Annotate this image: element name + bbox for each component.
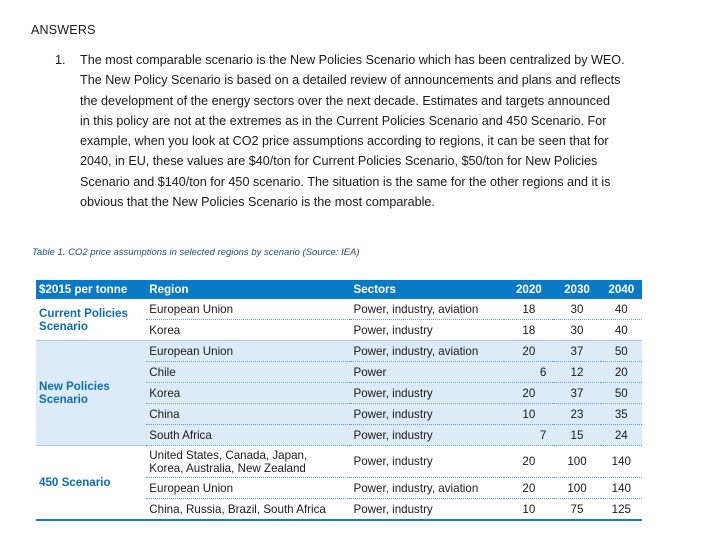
value-2030: 100 xyxy=(553,478,600,499)
answer-text xyxy=(80,50,655,212)
value-2030: 100 xyxy=(553,446,600,478)
answer-line: The most comparable scenario is the New Policies Scenario which has been centralized by WEO. xyxy=(80,53,625,67)
region-cell: South Africa xyxy=(146,425,350,446)
table-row xyxy=(36,446,642,478)
value-2030: 12 xyxy=(553,362,600,383)
answer-line: obvious that the New Policies Scenario is the most comparable. xyxy=(80,195,435,210)
sectors-cell: Power, industry xyxy=(350,383,504,404)
region-cell: China xyxy=(146,404,350,425)
header-sectors: Sectors xyxy=(350,280,504,299)
value-2030: 37 xyxy=(553,383,600,404)
sectors-cell: Power, industry xyxy=(350,446,504,478)
answer-line: example, when you look at CO2 price assumptions according to regions, it can be seen that for xyxy=(80,134,609,149)
value-2040: 40 xyxy=(601,320,642,341)
table-header-row xyxy=(36,280,642,299)
answer-line: 2040, in EU, these values are $40/ton for Current Policies Scenario, $50/ton for New Policies xyxy=(80,154,598,169)
sectors-cell: Power, industry xyxy=(350,425,504,446)
value-2040: 35 xyxy=(601,404,642,425)
value-2040: 20 xyxy=(601,362,642,383)
value-2040: 125 xyxy=(601,499,642,521)
value-2040: 50 xyxy=(601,341,642,362)
value-2020: 20 xyxy=(504,341,553,362)
value-2020: 20 xyxy=(504,446,553,478)
region-line: United States, Canada, Japan, xyxy=(149,448,308,462)
value-2030: 15 xyxy=(553,425,600,446)
header-2040: 2040 xyxy=(601,280,642,299)
sectors-cell: Power, industry, aviation xyxy=(350,341,504,362)
answer-list xyxy=(55,50,655,212)
value-2040: 40 xyxy=(601,299,642,320)
scenario-label: Scenario xyxy=(39,393,88,406)
region-cell: Korea xyxy=(146,320,350,341)
header-scenario: $2015 per tonne xyxy=(36,280,146,299)
value-2020: 7 xyxy=(504,425,553,446)
value-2020: 18 xyxy=(504,299,553,320)
value-2030: 30 xyxy=(553,320,600,341)
region-cell: China, Russia, Brazil, South Africa xyxy=(146,499,350,521)
sectors-cell: Power xyxy=(350,362,504,383)
value-2020: 6 xyxy=(504,362,553,383)
answer-line: in this policy are not at the extremes as in the Current Policies Scenario and 450 Scenario. For xyxy=(80,113,607,128)
sectors-cell: Power, industry xyxy=(350,499,504,521)
scenario-new-policies xyxy=(36,341,146,446)
region-cell: European Union xyxy=(146,299,350,320)
region-line: Korea, Australia, New Zealand xyxy=(149,461,306,475)
value-2040: 140 xyxy=(601,478,642,499)
scenario-450 xyxy=(36,446,146,521)
section-heading: ANSWERS xyxy=(31,23,96,37)
value-2020: 10 xyxy=(504,499,553,521)
sectors-cell: Power, industry xyxy=(350,404,504,425)
answer-line: the development of the energy sectors over the next decade. Estimates and targets announced xyxy=(80,93,610,108)
sectors-cell: Power, industry, aviation xyxy=(350,478,504,499)
value-2040: 140 xyxy=(601,446,642,478)
region-cell: European Union xyxy=(146,341,350,362)
scenario-label: New Policies xyxy=(39,380,110,393)
table-row xyxy=(36,299,642,320)
answer-line: Scenario and $140/ton for 450 scenario. The situation is the same for the other regions and it is xyxy=(80,174,611,189)
value-2030: 30 xyxy=(553,299,600,320)
header-region: Region xyxy=(146,280,350,299)
sectors-cell: Power, industry, aviation xyxy=(350,299,504,320)
value-2030: 23 xyxy=(553,404,600,425)
region-cell: Chile xyxy=(146,362,350,383)
value-2030: 75 xyxy=(553,499,600,521)
table-caption: Table 1. CO2 price assumptions in selected regions by scenario (Source: IEA) xyxy=(32,247,360,258)
sectors-cell: Power, industry xyxy=(350,320,504,341)
value-2040: 50 xyxy=(601,383,642,404)
scenario-label: 450 Scenario xyxy=(39,476,111,489)
scenario-label: Scenario xyxy=(39,319,88,333)
value-2040: 24 xyxy=(601,425,642,446)
value-2020: 10 xyxy=(504,404,553,425)
scenario-current-policies xyxy=(36,299,146,341)
region-cell: European Union xyxy=(146,478,350,499)
table-row xyxy=(36,341,642,362)
value-2020: 20 xyxy=(504,383,553,404)
co2-price-table xyxy=(36,280,642,521)
region-cell: Korea xyxy=(146,383,350,404)
region-cell xyxy=(146,446,350,478)
header-2020: 2020 xyxy=(504,280,553,299)
answer-number: 1. xyxy=(55,53,66,67)
header-2030: 2030 xyxy=(553,280,600,299)
value-2020: 18 xyxy=(504,320,553,341)
answer-line: The New Policy Scenario is based on a detailed review of announcements and plans and reflects xyxy=(80,73,621,88)
value-2030: 37 xyxy=(553,341,600,362)
scenario-label: Current Policies xyxy=(39,306,128,320)
value-2020: 20 xyxy=(504,478,553,499)
